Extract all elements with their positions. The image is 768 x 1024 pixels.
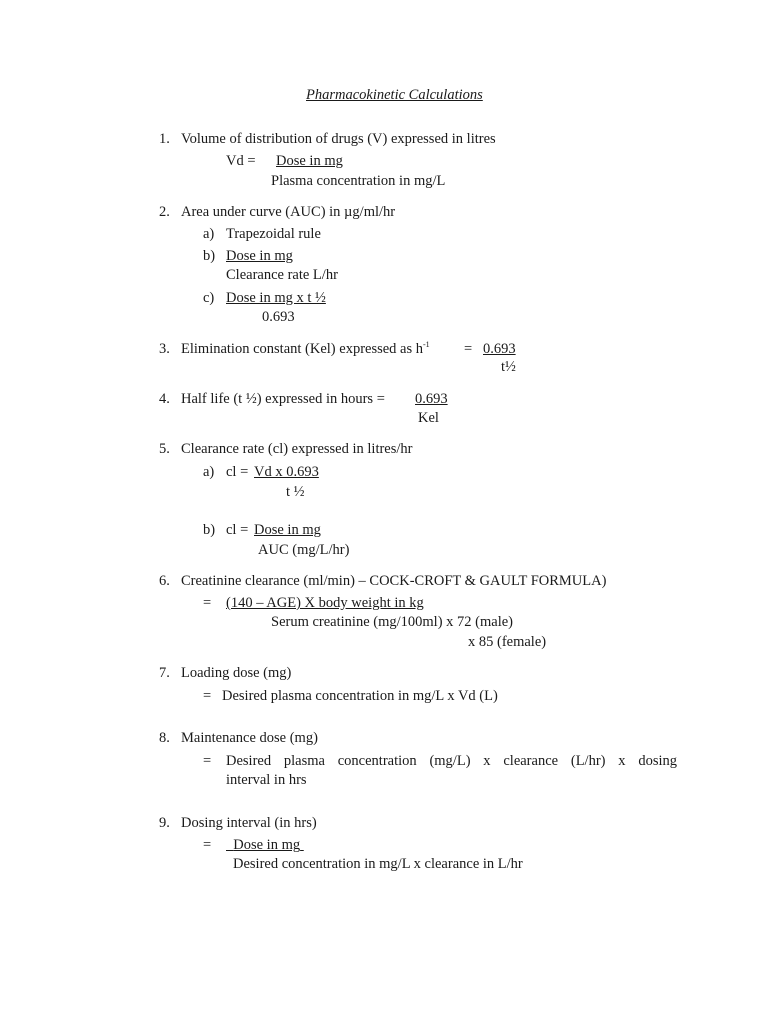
item-2c-label: c) xyxy=(203,290,215,306)
item-6-numerator: (140 – AGE) X body weight in kg xyxy=(226,595,424,611)
item-3-numerator: 0.693 xyxy=(483,341,516,357)
item-5a-numerator: Vd x 0.693 xyxy=(254,464,319,480)
item-6-number: 6. xyxy=(159,573,170,589)
item-5b-numerator: Dose in mg xyxy=(254,522,321,538)
item-4-number: 4. xyxy=(159,391,170,407)
item-6-heading: Creatinine clearance (ml/min) – COCK-CROFT & GAULT FORMULA) xyxy=(181,573,607,589)
item-5-number: 5. xyxy=(159,441,170,457)
item-7-number: 7. xyxy=(159,665,170,681)
item-2c-denominator: 0.693 xyxy=(262,309,295,325)
item-3-heading-text: Elimination constant (Kel) expressed as h xyxy=(181,341,424,357)
item-1-heading: Volume of distribution of drugs (V) expressed in litres xyxy=(181,131,496,147)
item-1-number: 1. xyxy=(159,131,170,147)
item-7-heading: Loading dose (mg) xyxy=(181,665,292,681)
item-9-numerator-text: Dose in mg xyxy=(233,837,301,853)
item-2-heading: Area under curve (AUC) in µg/ml/hr xyxy=(181,204,396,220)
item-6-denominator-male: Serum creatinine (mg/100ml) x 72 (male) xyxy=(271,614,513,630)
item-5-heading: Clearance rate (cl) expressed in litres/hr xyxy=(181,441,413,457)
item-2b-denominator: Clearance rate L/hr xyxy=(226,267,338,283)
item-8-formula-line2: interval in hrs xyxy=(226,772,307,788)
item-5a-label: a) xyxy=(203,464,215,480)
item-2a-text: Trapezoidal rule xyxy=(226,226,321,242)
item-3-equals: = xyxy=(464,341,473,357)
page-title: Pharmacokinetic Calculations xyxy=(306,87,483,103)
item-4-numerator: 0.693 xyxy=(415,391,448,407)
item-2-number: 2. xyxy=(159,204,170,220)
item-3-number: 3. xyxy=(159,341,170,357)
item-9-numerator xyxy=(226,836,304,854)
item-4-denominator: Kel xyxy=(418,410,439,426)
item-9-denominator: Desired concentration in mg/L x clearance in L/hr xyxy=(233,856,523,872)
item-2a-label: a) xyxy=(203,226,215,242)
item-5b-label: b) xyxy=(203,522,216,538)
item-1-numerator: Dose in mg xyxy=(276,153,343,169)
item-5a-lhs: cl = xyxy=(226,464,249,480)
item-2b-label: b) xyxy=(203,248,216,264)
item-9-heading: Dosing interval (in hrs) xyxy=(181,815,317,831)
item-5b-lhs: cl = xyxy=(226,522,249,538)
item-9-number: 9. xyxy=(159,815,170,831)
item-3-superscript: -1 xyxy=(423,340,430,350)
item-1-denominator: Plasma concentration in mg/L xyxy=(271,173,446,189)
item-1-lhs: Vd = xyxy=(226,153,256,169)
item-7-formula: Desired plasma concentration in mg/L x Vd (L) xyxy=(222,688,498,704)
item-8-number: 8. xyxy=(159,730,170,746)
item-5b-denominator: AUC (mg/L/hr) xyxy=(258,542,350,558)
item-6-equals: = xyxy=(203,595,212,611)
item-2c-numerator: Dose in mg x t ½ xyxy=(226,290,326,306)
item-7-equals: = xyxy=(203,688,212,704)
item-8-equals: = xyxy=(203,753,212,769)
item-6-denominator-female: x 85 (female) xyxy=(468,634,547,650)
item-3-heading xyxy=(181,340,430,358)
item-8-heading: Maintenance dose (mg) xyxy=(181,730,318,746)
item-9-equals: = xyxy=(203,837,212,853)
item-3-denominator: t½ xyxy=(501,359,516,375)
item-2b-numerator: Dose in mg xyxy=(226,248,293,264)
item-4-heading: Half life (t ½) expressed in hours = xyxy=(181,391,385,407)
item-5a-denominator: t ½ xyxy=(286,484,305,500)
item-8-formula-line1: Desired plasma concentration (mg/L) x clearance (L/hr) x dosing xyxy=(226,753,677,769)
